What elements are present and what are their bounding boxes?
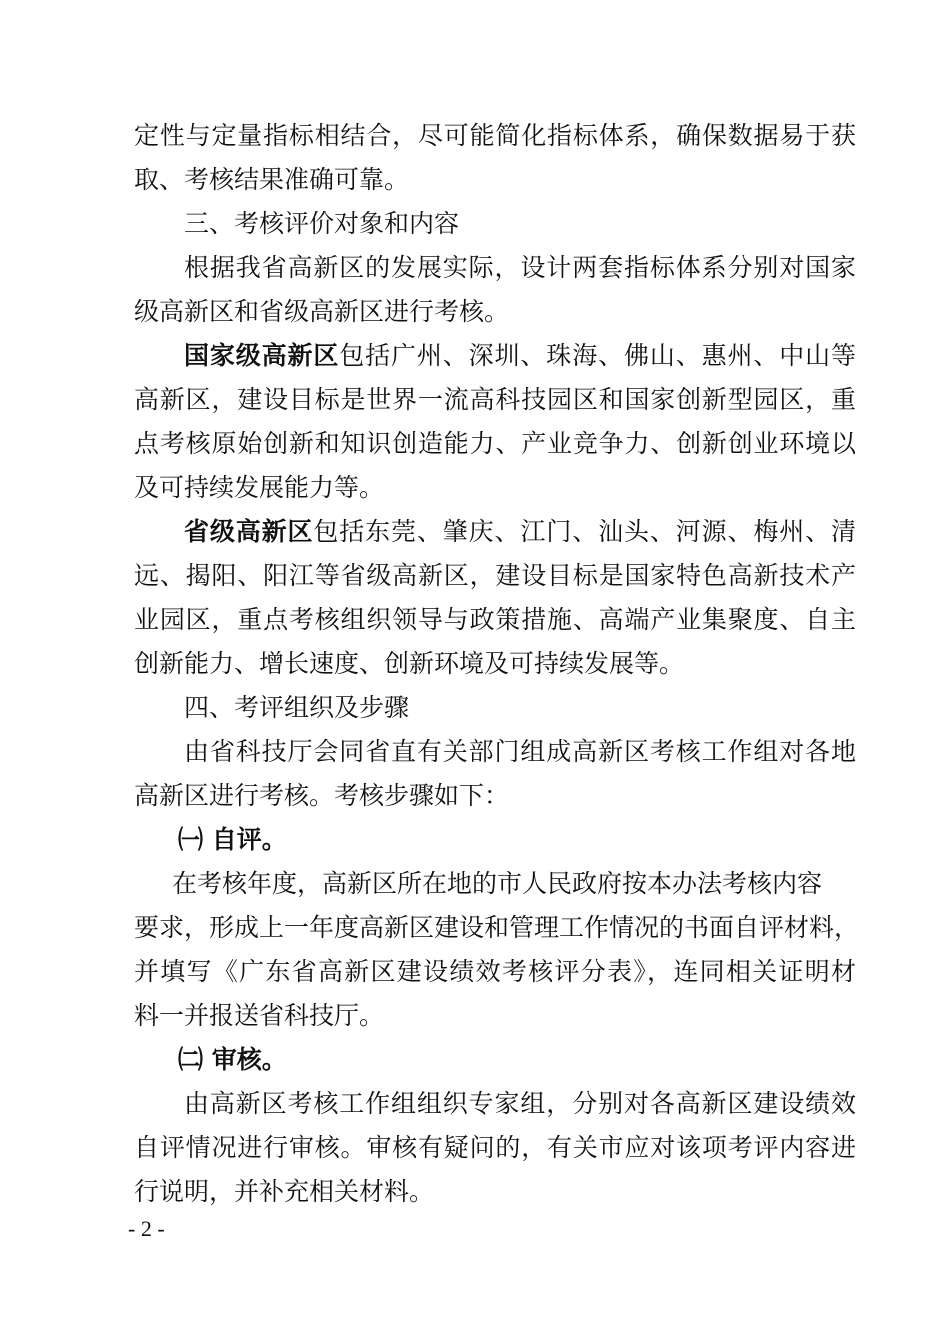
paragraph-line: 业园区，重点考核组织领导与政策措施、高端产业集聚度、自主 xyxy=(134,605,856,634)
document-body xyxy=(134,114,860,1214)
paragraph-line: 要求，形成上一年度高新区建设和管理工作情况的书面自评材料， xyxy=(134,913,860,942)
paragraph-line: 行说明，并补充相关材料。 xyxy=(134,1177,435,1206)
paragraph-line xyxy=(134,510,856,554)
paragraph-line: 及可持续发展能力等。 xyxy=(134,473,385,502)
paragraph-line: 创新能力、增长速度、创新环境及可持续发展等。 xyxy=(134,649,685,678)
section-heading-4: 四、考评组织及步骤 xyxy=(184,693,410,722)
paragraph-text: 包括广州、深圳、珠海、佛山、惠州、中山等 xyxy=(339,341,856,370)
step-heading-self-evaluation: ㈠ 自评。 xyxy=(178,825,287,854)
paragraph-line: 定性与定量指标相结合，尽可能简化指标体系，确保数据易于获 xyxy=(134,121,856,150)
paragraph-line: 由省科技厅会同省直有关部门组成高新区考核工作组对各地 xyxy=(184,737,856,766)
paragraph-line: 远、揭阳、阳江等省级高新区，建设目标是国家特色高新技术产 xyxy=(134,561,856,590)
paragraph-line: 由高新区考核工作组组织专家组，分别对各高新区建设绩效 xyxy=(184,1089,856,1118)
paragraph-line: 根据我省高新区的发展实际，设计两套指标体系分别对国家 xyxy=(184,253,856,282)
step-heading-review: ㈡ 审核。 xyxy=(178,1045,287,1074)
paragraph-line: 在考核年度，高新区所在地的市人民政府按本办法考核内容 xyxy=(172,869,823,898)
paragraph-line: 自评情况进行审核。审核有疑问的，有关市应对该项考评内容进 xyxy=(134,1133,856,1162)
paragraph-line: 取、考核结果准确可靠。 xyxy=(134,165,410,194)
paragraph-line: 高新区，建设目标是世界一流高科技园区和国家创新型园区，重 xyxy=(134,385,856,414)
bold-term-national: 国家级高新区 xyxy=(184,341,340,370)
paragraph-line: 并填写《广东省高新区建设绩效考核评分表》，连同相关证明材 xyxy=(134,957,856,986)
paragraph-line xyxy=(134,334,856,378)
paragraph-line: 高新区进行考核。考核步骤如下： xyxy=(134,781,510,810)
section-heading-3: 三、考核评价对象和内容 xyxy=(184,209,460,238)
bold-term-provincial: 省级高新区 xyxy=(184,517,314,546)
paragraph-line: 料一并报送省科技厅。 xyxy=(134,1001,385,1030)
paragraph-line: 级高新区和省级高新区进行考核。 xyxy=(134,297,510,326)
paragraph-line: 点考核原始创新和知识创造能力、产业竞争力、创新创业环境以 xyxy=(134,429,856,458)
paragraph-text: 包括东莞、肇庆、江门、汕头、河源、梅州、清 xyxy=(313,517,856,546)
page-number: - 2 - xyxy=(128,1216,165,1241)
